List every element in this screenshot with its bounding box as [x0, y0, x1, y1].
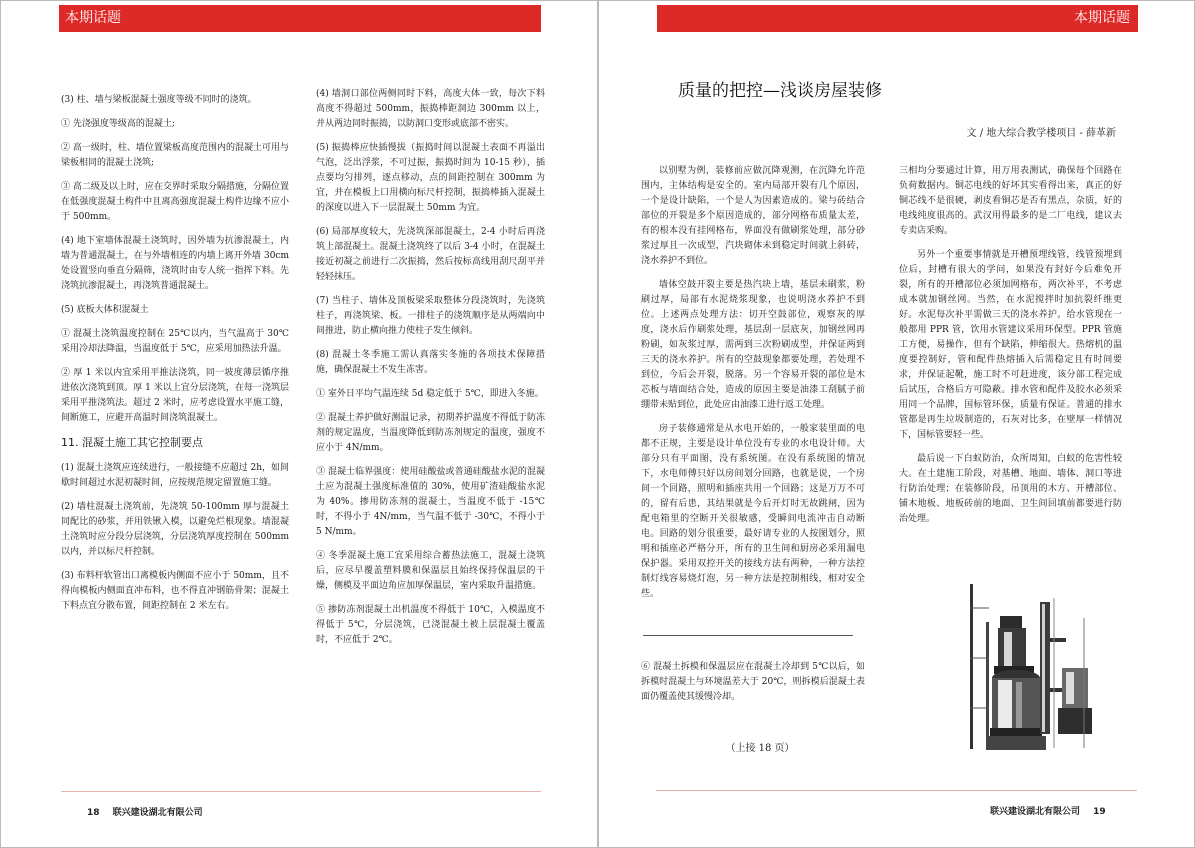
- left-banner: 本期话题: [59, 5, 541, 32]
- paragraph: ① 室外日平均气温连续 5d 稳定低于 5℃，即进入冬施。: [316, 389, 544, 399]
- paragraph: (7) 当柱子、墙体及顶板梁采取整体分段浇筑时，先浇筑柱子，再浇筑梁、板。一排柱子的浇筑顺序是从两端向中间推进，防止横向推力使柱子发生倾斜。: [316, 296, 545, 336]
- left-footer-rule: [61, 791, 541, 792]
- right-column-1: [641, 164, 865, 611]
- paragraph: (4) 墙洞口部位两侧同时下料，高度大体一致，每次下料高度不得超过 500mm，振捣棒距洞边 300mm 以上，并从两边同时振捣，以防洞口变形或底部不密实。: [316, 89, 545, 129]
- paragraph: ① 先浇强度等级高的混凝土;: [61, 119, 175, 129]
- left-column-1: [61, 93, 289, 623]
- paragraph: ⑤ 掺防冻剂混凝土出机温度不得低于 10℃，入模温度不得低于 5℃，分层浇筑，已浇混凝土被上层混凝土覆盖时，不应低于 2℃。: [316, 605, 545, 645]
- paragraph: (5) 振捣棒应快插慢拔（振捣时间以混凝土表面不再溢出气泡，泛出浮浆，不可过振，振捣时间为 10-15 秒），插点要均匀排列，逐点移动，点的间距控制在 300mm 为宜，并在模板上口用横向标尺杆控制，振捣棒插入混凝土的深度以进入下一层混凝土 50mm 为宜。: [316, 143, 545, 213]
- paragraph: 最后说一下白蚁防治，众所周知，白蚁的危害性较大。在土建施工阶段，对基槽、地面、墙体、洞口等进行防治处理；在装修阶段，吊顶用的木方、开槽部位、铺木地板、地板砖前的地面、卫生间回填前都要进行防治处理。: [899, 454, 1122, 524]
- paragraph: (1) 混凝土浇筑应连续进行，一般接缝不应超过 2h，如间歇时间超过水泥初凝时间，应按规范规定留置施工缝。: [61, 463, 289, 488]
- paragraph: 房子装修通常是从水电开始的，一般家装里面的电都不正规，主要是设计单位没有专业的水电设计师。大部分只有平面图，没有系统图。在没有系统图的情况下，水电师傅只好以房间划分回路，也就是说，一个房间一个回路，照明和插座共用一个回路；这是万万不可的，留有后患，其结果就是今后开灯时无故跳闸，因为配电箱里的空断开关很敏感，受瞬间电流冲击自动断电。回路的划分很重要，最好请专业的人按图划分，照明和插座必严格分开，所有的卫生间和厨房必采用漏电保护器。采用双控开关的接线方法有两种，一种方法控制灯线容易烧灯泡，另一种方法是控制相线，相对安全些。: [641, 424, 865, 599]
- right-footer-rule: [656, 790, 1137, 791]
- continued-from-label: （上接 18 页）: [725, 743, 795, 754]
- paragraph: (4) 地下室墙体混凝土浇筑时，因外墙为抗渗混凝土，内墙为普通混凝土，在与外墙相连的内墙上离开外墙 30cm 处设置竖向垂直分隔筛，浇筑时由专人统一指挥下料。先浇筑抗渗混凝土，再浇筑普通混凝土。: [61, 236, 289, 291]
- page-number: 19: [1093, 807, 1106, 817]
- left-footer: [87, 805, 213, 818]
- industrial-tower-image: [964, 578, 1096, 753]
- paragraph: ③ 混凝土临界强度：使用硅酸盐或普通硅酸盐水泥的混凝土应为混凝土强度标准值的 30%，使用矿渣硅酸盐水泥为 40%。掺用防冻剂的混凝土，当温度不低于 -15℃时，不得小于 4N/mm，当气温不低于 -30℃，不得小于 5 N/mm。: [316, 467, 545, 537]
- paragraph: ③ 高二级及以上时，应在交界时采取分隔措施，分隔位置在低强度混凝土构件中且离高强度混凝土构件边缘不应小于 500mm。: [61, 182, 289, 222]
- paragraph: 墙体空鼓开裂主要是热汽块上墙，基层未刷浆，粉刷过厚，局部有水泥烧浆现象，也说明浇水养护不到位。上述两点处理方法：切开空鼓部位，观察灰的厚度，浇水后作刷浆处理，基层刮一层底灰，加钢丝网再粉刷，如灰浆过厚，需两到三次粉刷成型，并保证两到三天的浇水养护。所有的空鼓现象都要处理，若处理不到位，今后会开裂，脱落。另一个容易开裂的部位是木芯板与墙面结合处，造成的原因主要是油漆工刮腻子前绷带未贴到位，此处应由油漆工进行返工处理。: [641, 280, 865, 410]
- page-number: 18: [87, 808, 100, 818]
- left-column-2: [316, 87, 545, 657]
- paragraph: ⑥ 混凝土拆模和保温层应在混凝土冷却到 5℃以后，如拆模时混凝土与环境温差大于 20℃，则拆模后混凝土表面仍覆盖使其缓慢冷却。: [641, 662, 865, 702]
- right-footer: [990, 804, 1106, 817]
- section-heading: 11. 混凝土施工其它控制要点: [61, 436, 203, 449]
- paragraph: (2) 墙柱混凝土浇筑前，先浇筑 50-100mm 厚与混凝土同配比的砂浆，并用铁锹入模，以避免烂根现象。墙混凝土浇筑时应分段分层浇筑，分层浇筑厚度控制在 500mm 以内，并以标尺杆控制。: [61, 502, 289, 557]
- paragraph: 另外一个重要事情就是开槽预埋线管，线管预埋到位后，封槽有很大的学问，如果没有封好今后难免开裂，所有的开槽部位必须加网格布，两次补平，不考虑成本就加钢丝网。当然，在水泥搅拌时加抗裂纤维更好。水泥每次补平需做三天的浇水养护。给水管现在一般都用 PPR 管，饮用水管建议采用环保型。PPR 管施工方便，易操作，但有个缺陷，伸缩很大。热熔机的温度要控制好，管和配件热熔插入后需稳定且有时间要求，并保证起靴，施工时不可赶进度，该分部工程完成后试压，合格后方可隐蔽。排水管和配件及胶水必须采用同一个品牌，国标管环保，质量有保证。普通的排水管都是再生垃圾制造的，石灰对比多，在壁厚一样情况下，国标管要轻一些。: [899, 250, 1122, 440]
- right-banner: 本期话题: [657, 5, 1138, 32]
- section-divider: [643, 635, 853, 636]
- paragraph: ④ 冬季混凝土施工宜采用综合蓄热法施工，混凝土浇筑后，应尽早覆盖塑料膜和保温层且始终保持保温层的干燥，侧模及平面边角应加厚保温层，室内采取升温措施。: [316, 551, 545, 591]
- article-title: 质量的把控—浅谈房屋装修: [678, 81, 882, 101]
- paragraph: (8) 混凝土冬季施工需认真落实冬施的各项技术保障措施，确保混凝土不发生冻害。: [316, 350, 545, 375]
- company-name: 联兴建设湖北有限公司: [990, 807, 1081, 817]
- paragraph: ① 混凝土浇筑温度控制在 25℃以内，当气温高于 30℃采用冷却法降温，当温度低于 5℃，应采用加热法升温。: [61, 329, 289, 354]
- paragraph: ② 混凝土养护做好测温记录，初期养护温度不得低于防冻剂的规定温度，当温度降低到防冻剂规定的温度，强度不应小于 4N/mm。: [316, 413, 545, 453]
- paragraph: (5) 底板大体积混凝土: [61, 305, 149, 315]
- article-byline: 文 / 地大综合教学楼项目 - 薛革新: [966, 128, 1116, 139]
- continued-note-column: [641, 660, 865, 714]
- paragraph: 以别墅为例，装修前应做沉降观测，在沉降允许范围内，主体结构是安全的。室内局部开裂有几个原因，一个是设计缺陷，一个是人为因素造成的。梁与砖结合部位的开裂是多个原因造成的，部分网格布质量太差，有的根本没有挂网格布，界面没有做刷浆处理，部分砂浆过厚且一次成型，汽块砌体未到稳定时间就上斜砖，浇水养护不到位。: [641, 166, 865, 266]
- paragraph: (6) 局部厚度较大，先浇筑深部混凝土，2-4 小时后再浇筑上部混凝土。混凝土浇筑终了以后 3-4 小时，在混凝土接近初凝之前进行二次振捣，然后按标高线用刮尺刮平并轻轻抹压。: [316, 227, 545, 282]
- paragraph: (3) 布料杆软管出口离模板内侧面不应小于 50mm，且不得向模板内侧面直冲布料，也不得直冲钢筋骨架；混凝土下料点宜分散布置，间距控制在 2 米左右。: [61, 571, 289, 611]
- right-column-2: [899, 164, 1122, 536]
- paragraph: 三相均分要通过计算，用万用表测试，确保每个回路在负荷数据内。铜芯电线的好坏其实看得出来，真正的好铜芯线不是很硬，剥皮看铜芯是否有黑点，杂质，好的电线纯度很高的。武汉用得最多的是二厂电线，建议去专卖店采购。: [899, 166, 1122, 236]
- paragraph: ② 高一级时，柱、墙位置梁板高度范围内的混凝土可用与梁板相同的混凝土浇筑;: [61, 143, 289, 168]
- paragraph: ② 厚 1 米以内宜采用平推法浇筑，同一坡度薄层循序推进依次浇筑到顶。厚 1 米以上宜分层浇筑，在每一浇筑层采用平推浇筑法。超过 2 米时，应考虑设置水平施工缝，间断施工，应避开高温时间浇筑混凝土。: [61, 368, 289, 423]
- company-name: 联兴建设湖北有限公司: [112, 808, 203, 818]
- paragraph: (3) 柱、墙与梁板混凝土强度等级不同时的浇筑。: [61, 95, 257, 105]
